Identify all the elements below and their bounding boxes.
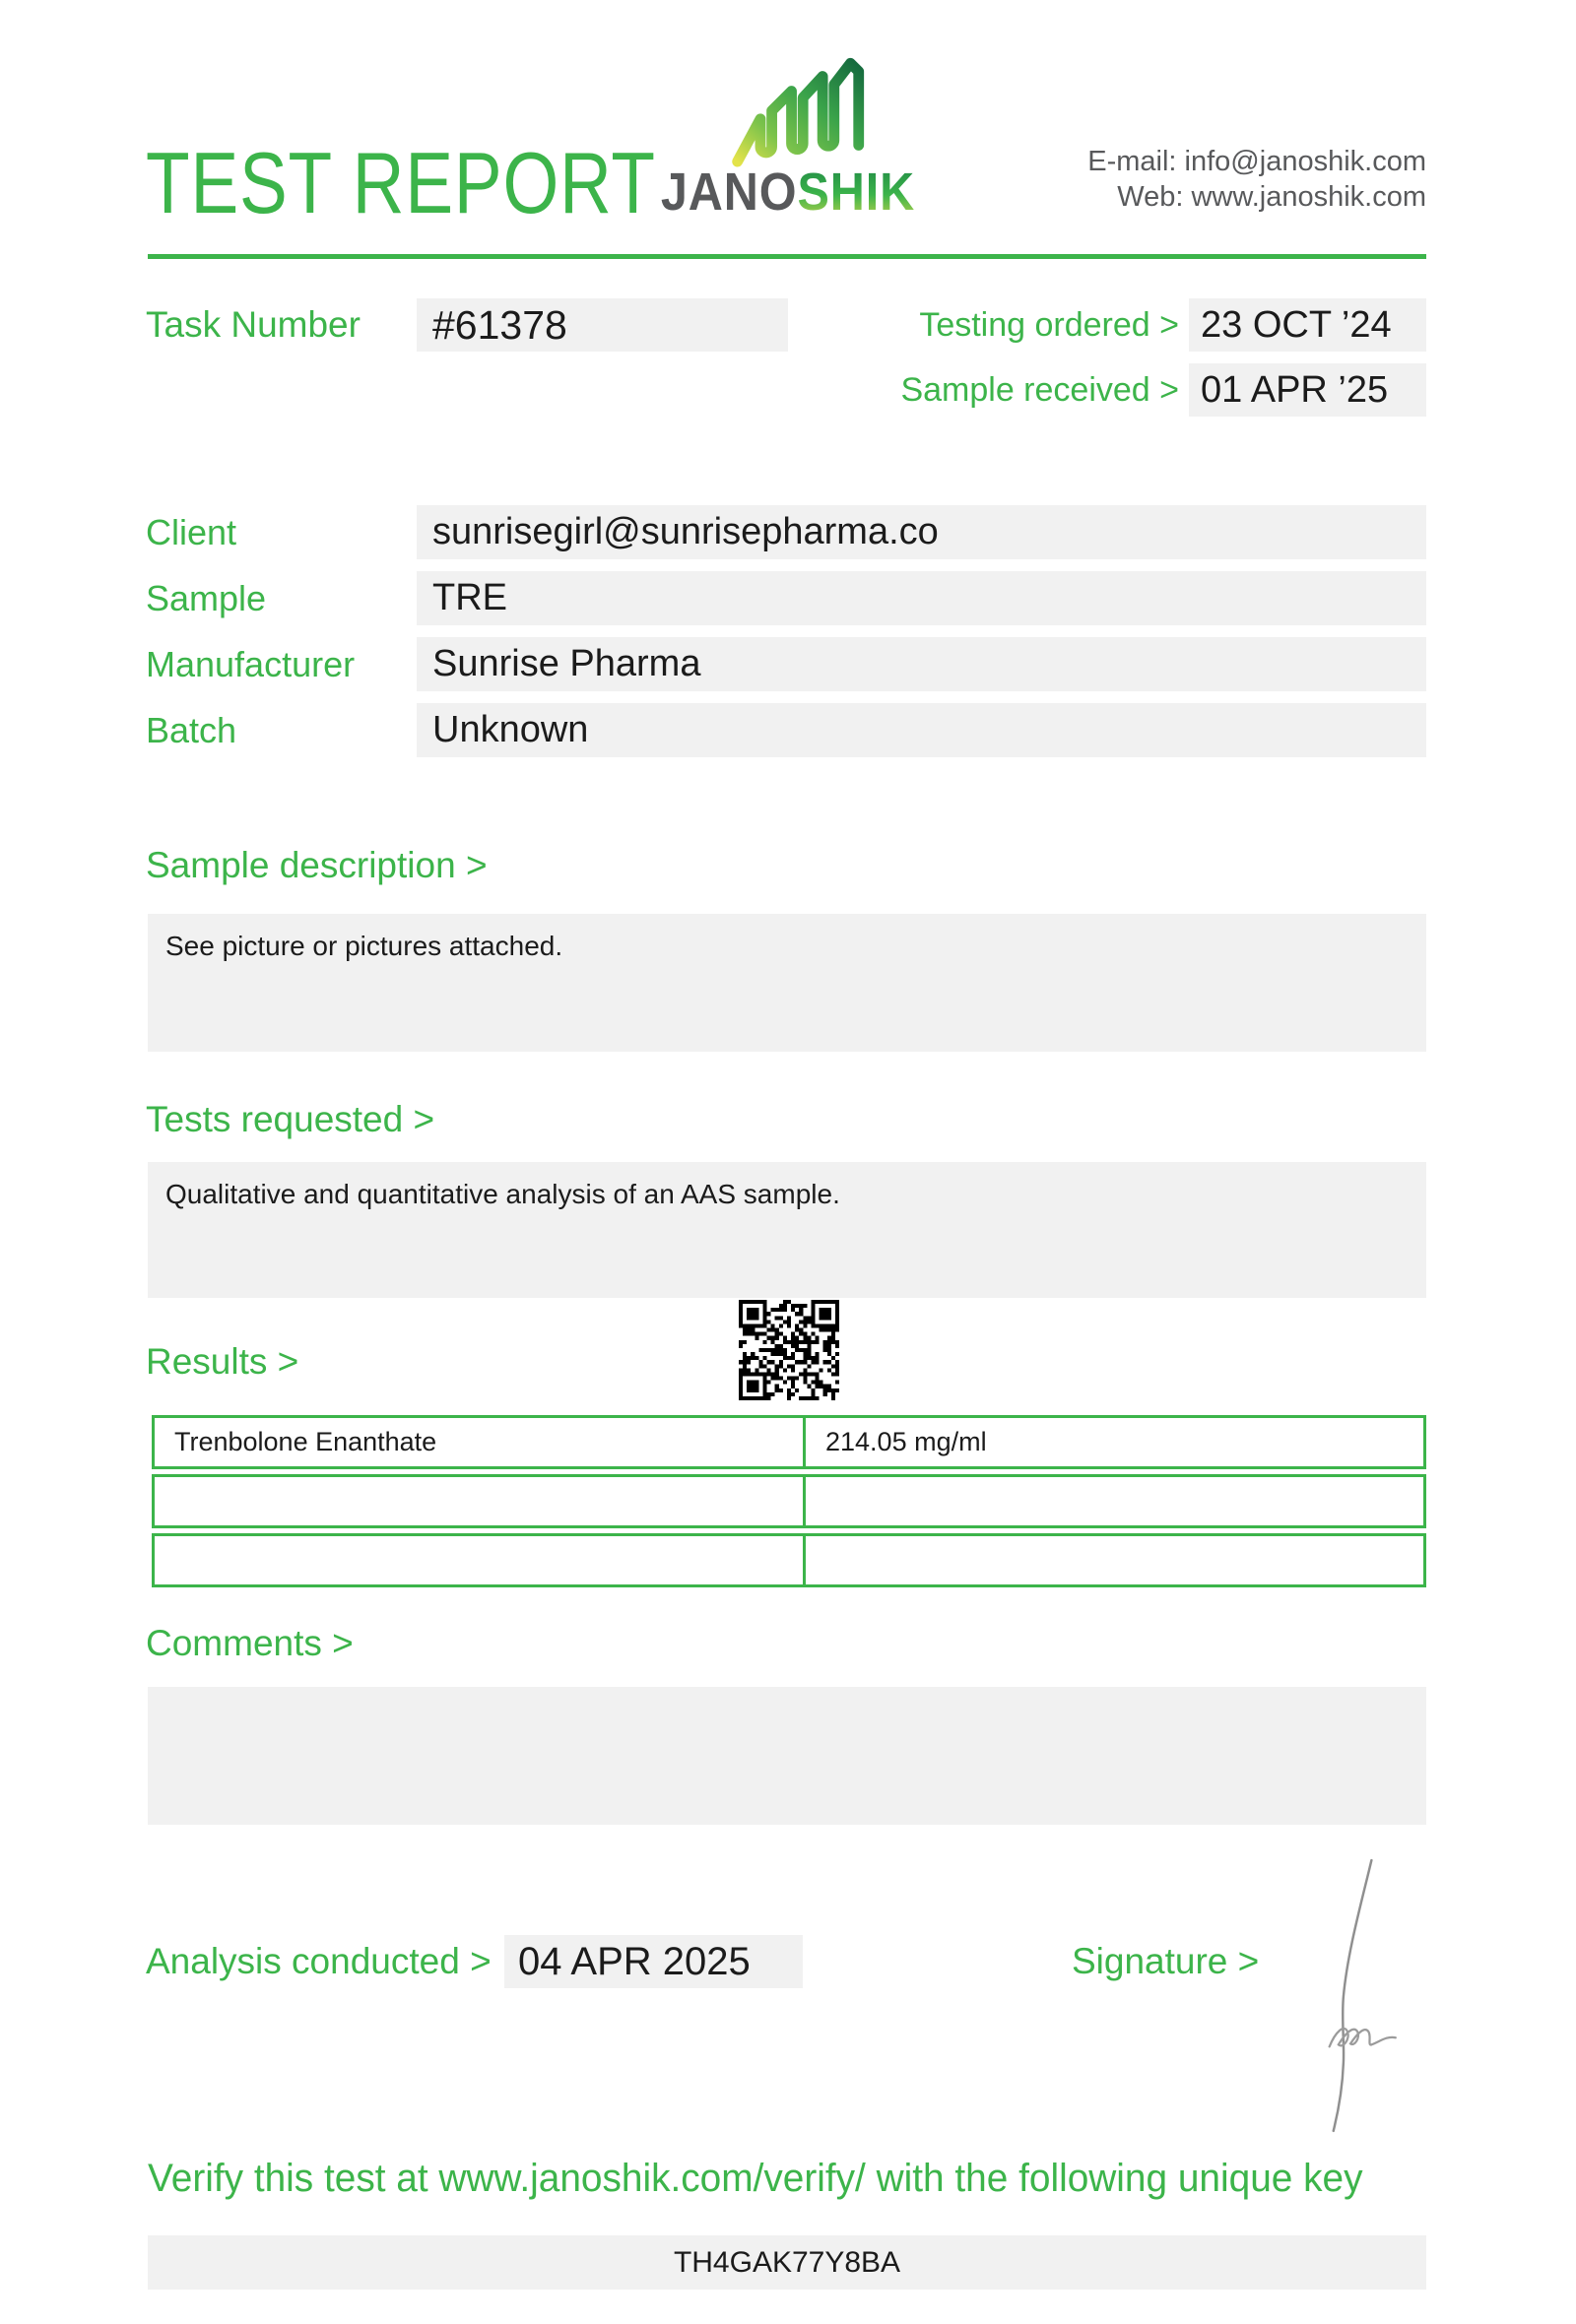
page-title: TEST REPORT <box>146 134 656 231</box>
sample-received-date: 01 APR ’25 <box>1189 363 1426 417</box>
results-table <box>152 1415 1426 1592</box>
result-substance: Trenbolone Enanthate <box>174 1427 437 1456</box>
contact-block <box>1087 144 1426 215</box>
janoshik-logo-icon <box>731 55 886 171</box>
signature-image <box>1285 1856 1413 2137</box>
tests-requested-heading: Tests requested > <box>146 1099 435 1139</box>
client-label: Client <box>146 512 237 552</box>
task-number-label: Task Number <box>146 304 361 345</box>
result-substance <box>155 1477 803 1525</box>
sample-received-label: Sample received > <box>900 371 1179 409</box>
header-divider <box>148 254 1426 259</box>
logo-text-primary: JANO <box>660 162 798 222</box>
results-heading: Results > <box>146 1341 299 1382</box>
table-row <box>152 1415 1426 1469</box>
tests-requested-box: Qualitative and quantitative analysis of an AAS sample. <box>148 1162 1426 1298</box>
task-number-value: #61378 <box>417 298 788 352</box>
comments-box <box>148 1687 1426 1825</box>
batch-value: Unknown <box>417 703 1426 757</box>
table-row <box>152 1533 1426 1587</box>
sample-description-heading: Sample description > <box>146 845 488 885</box>
batch-label: Batch <box>146 710 237 750</box>
result-amount <box>803 1536 1423 1584</box>
manufacturer-value: Sunrise Pharma <box>417 637 1426 691</box>
sample-label: Sample <box>146 578 267 618</box>
signature-label: Signature > <box>1072 1941 1260 1981</box>
result-amount <box>803 1477 1423 1525</box>
table-row <box>152 1474 1426 1528</box>
testing-ordered-label: Testing ordered > <box>919 306 1179 344</box>
sample-description-box: See picture or pictures attached. <box>148 914 1426 1052</box>
unique-key: TH4GAK77Y8BA <box>148 2235 1426 2290</box>
contact-email: E-mail: info@janoshik.com <box>1087 146 1426 177</box>
result-substance <box>155 1536 803 1584</box>
janoshik-logo-text <box>628 162 948 222</box>
verify-instruction: Verify this test at www.janoshik.com/verify/ with the following unique key <box>148 2157 1363 2200</box>
sample-value: TRE <box>417 571 1426 625</box>
comments-heading: Comments > <box>146 1623 354 1663</box>
result-amount: 214.05 mg/ml <box>803 1418 1423 1466</box>
contact-web: Web: www.janoshik.com <box>1117 181 1426 213</box>
qr-code <box>739 1300 839 1400</box>
manufacturer-label: Manufacturer <box>146 644 356 684</box>
testing-ordered-date: 23 OCT ’24 <box>1189 298 1426 352</box>
analysis-conducted-label: Analysis conducted > <box>146 1941 492 1981</box>
analysis-conducted-date: 04 APR 2025 <box>504 1935 803 1988</box>
client-value: sunrisegirl@sunrisepharma.co <box>417 505 1426 559</box>
logo-text-accent: SHIK <box>797 162 916 222</box>
